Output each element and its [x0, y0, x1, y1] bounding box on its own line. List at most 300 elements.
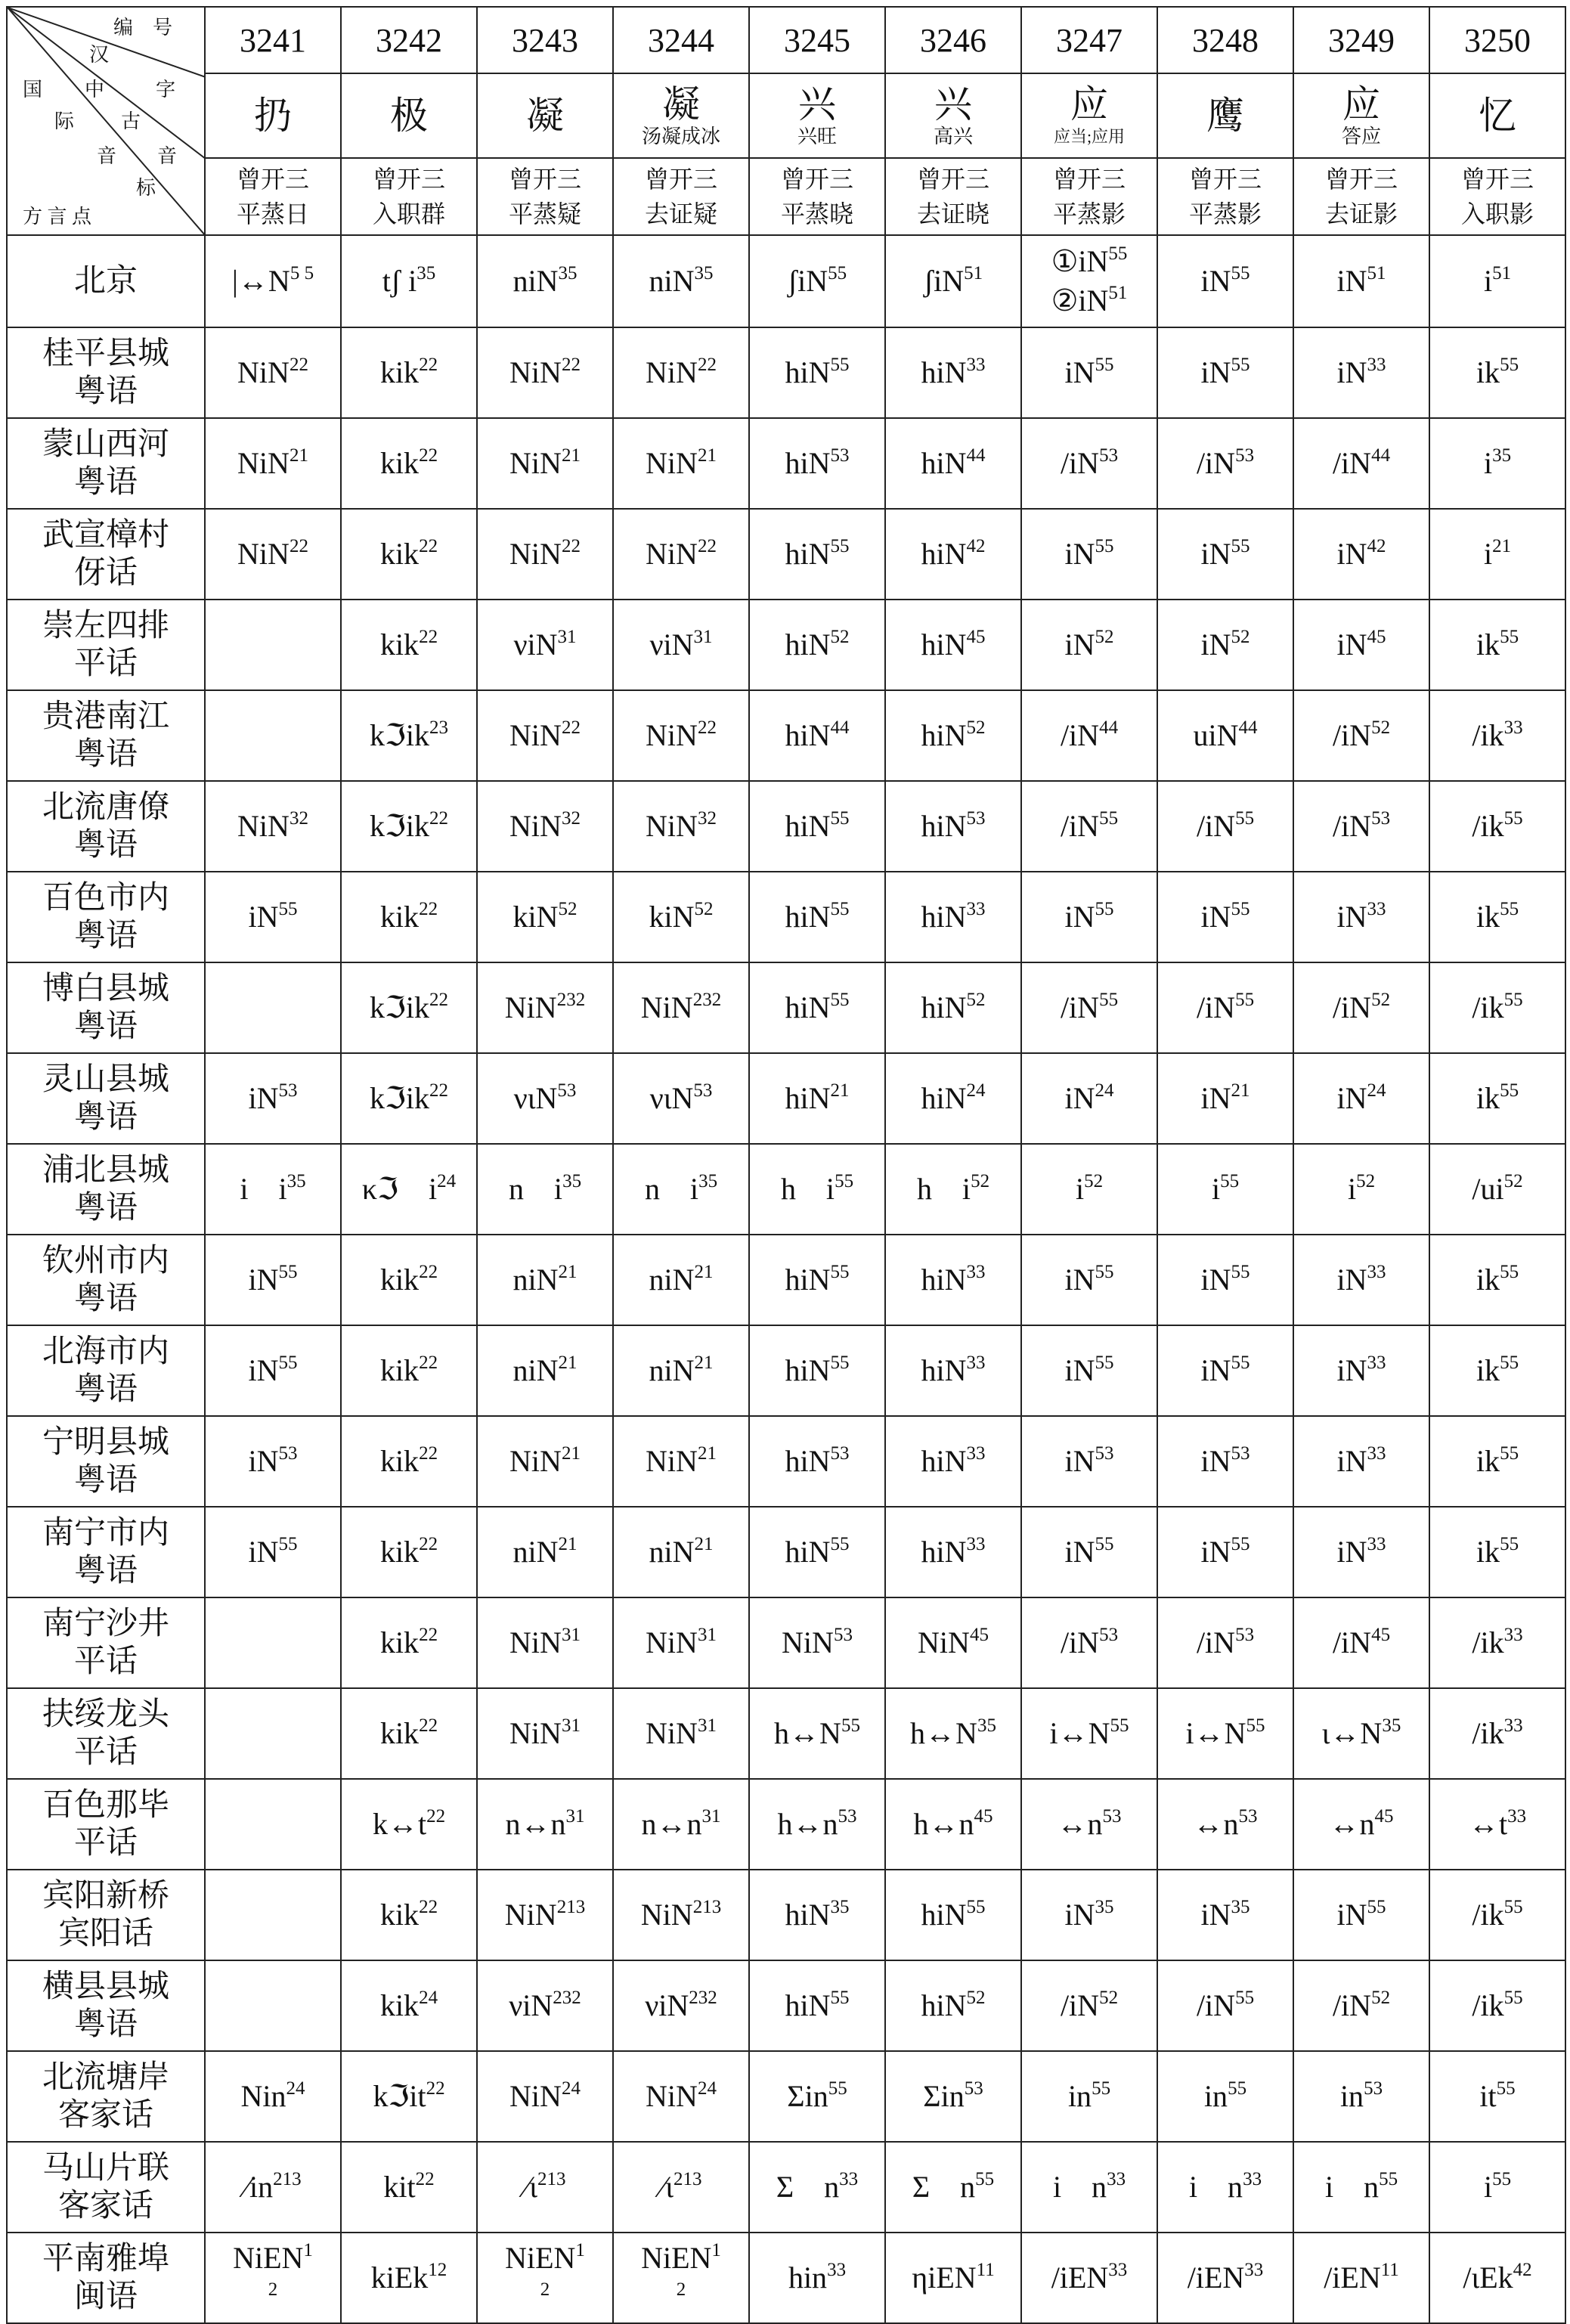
reading-cell — [1021, 235, 1157, 327]
reading-cell — [1021, 690, 1157, 781]
reading-cell — [341, 327, 477, 418]
reading-cell — [885, 1779, 1021, 1870]
table-row — [7, 1870, 1565, 1960]
reading-cell — [1021, 1507, 1157, 1597]
reading-cell — [1021, 1416, 1157, 1507]
dialect-location: 横县县城 粤语 — [7, 1960, 205, 2051]
reading-cell — [1429, 872, 1565, 962]
reading-base: hiN — [785, 1353, 831, 1387]
reading-cell — [613, 962, 749, 1053]
reading-cell — [1021, 1325, 1157, 1416]
tone-value: 55 — [1503, 808, 1523, 829]
reading-base: hiN — [921, 1444, 967, 1478]
reading-base: iN — [1336, 627, 1367, 662]
reading-cell — [749, 600, 885, 690]
tone-value: 22 — [419, 536, 438, 556]
tone-value: 55 — [830, 990, 850, 1010]
reading-base: in — [1067, 2079, 1092, 2113]
tone-value: 55 — [828, 2078, 847, 2099]
tone-value: 22 — [419, 445, 438, 466]
tone-value: 55 — [835, 1171, 854, 1191]
dialect-location: 扶绥龙头 平话 — [7, 1688, 205, 1779]
reading-base: /ik — [1472, 1625, 1504, 1659]
tone-value: 21 — [1231, 1080, 1250, 1101]
tone-value: 51 — [1108, 283, 1128, 303]
tone-value: 22 — [561, 355, 581, 375]
tone-value: 55 — [1095, 1262, 1114, 1282]
tone-value: 45 — [966, 627, 986, 647]
reading-base: NiN — [646, 537, 698, 571]
tone-value: 55 — [1099, 808, 1119, 829]
dialect-location: 百色市内 粤语 — [7, 872, 205, 962]
reading-base: ik — [1476, 1263, 1500, 1297]
tone-value: 232 — [689, 1988, 717, 2008]
reading-base: κℑ i — [361, 1172, 438, 1206]
reading-base: i n — [1324, 2170, 1380, 2204]
tone-value: 23 — [429, 717, 448, 738]
tone-value: 53 — [830, 1443, 850, 1464]
reading-base: ↔n — [1329, 1807, 1375, 1841]
reading-base: iN — [1336, 537, 1367, 571]
reading-cell — [477, 1416, 613, 1507]
reading-cell — [613, 1053, 749, 1144]
reading-base: iN — [248, 900, 279, 934]
reading-cell — [477, 327, 613, 418]
reading-base: hiN — [785, 627, 831, 662]
tone-value: 35 — [698, 1171, 718, 1191]
reading-base: NiN — [237, 537, 290, 571]
reading-cell — [1157, 1144, 1293, 1235]
reading-base: hiN — [921, 355, 967, 389]
reading-cell — [1429, 2233, 1565, 2323]
reading-cell — [1157, 2233, 1293, 2323]
character: 兴 — [934, 83, 972, 125]
reading-cell — [1157, 690, 1293, 781]
reading-cell — [1157, 1688, 1293, 1779]
reading-cell — [1021, 327, 1157, 418]
reading-base: hiN — [785, 990, 831, 1024]
tone-value: 52 — [1099, 1988, 1119, 2008]
reading-base: iN — [1336, 1535, 1367, 1569]
tone-value: 55 — [1500, 1262, 1519, 1282]
dialect-location: 宁明县城 粤语 — [7, 1416, 205, 1507]
reading-cell — [749, 962, 885, 1053]
reading-cell — [1157, 1779, 1293, 1870]
corner-label-zi: 字 — [156, 79, 176, 101]
corner-label-yin1: 音 — [97, 145, 117, 167]
reading-base: hiN — [921, 446, 967, 480]
reading-base: NiN — [646, 446, 698, 480]
tone-value: 12 — [428, 2260, 447, 2280]
tone-value: 33 — [1367, 1534, 1386, 1554]
tone-value: 55 — [1228, 2078, 1247, 2099]
reading-base: ι↔N — [1321, 1716, 1383, 1750]
reading-cell — [613, 690, 749, 781]
reading-cell — [205, 1779, 341, 1870]
reading-base: iN — [1064, 1535, 1095, 1569]
tone-value: 55 — [1500, 1080, 1519, 1101]
tone-value: 31 — [697, 1715, 717, 1736]
tone-value: 55 — [841, 1715, 860, 1736]
reading-cell — [749, 1597, 885, 1688]
tone-value: 24 — [966, 1080, 986, 1101]
reading-cell — [1293, 418, 1429, 509]
corner-label-han: 汉 — [89, 44, 110, 66]
reading-base: iN — [1064, 1444, 1095, 1478]
table-row — [7, 600, 1565, 690]
reading-base: /iN — [1332, 1988, 1372, 2022]
tone-value: 21 — [289, 445, 308, 466]
reading-base: NiEN — [505, 2241, 576, 2275]
tone-value: 213 — [537, 2169, 566, 2189]
reading-cell — [477, 235, 613, 327]
column-number: 3243 — [477, 7, 613, 73]
reading-cell — [477, 1235, 613, 1325]
reading-base: iN — [1200, 355, 1231, 389]
corner-label-gu: 古 — [121, 110, 141, 132]
table-row — [7, 1053, 1565, 1144]
reading-cell — [1021, 1053, 1157, 1144]
reading-cell — [1429, 1507, 1565, 1597]
tone-value: 1 2 — [540, 2240, 585, 2300]
dialect-location: 平南雅埠 闽语 — [7, 2233, 205, 2323]
reading-base: ↔t — [1468, 1807, 1508, 1841]
reading-base: iN — [1336, 1444, 1367, 1478]
reading-cell — [1293, 509, 1429, 600]
tone-value: 55 — [1500, 355, 1519, 375]
dialect-location: 南宁沙井 平话 — [7, 1597, 205, 1688]
reading-cell — [613, 1688, 749, 1779]
tone-value: 55 — [830, 808, 850, 829]
reading-cell — [205, 1144, 341, 1235]
reading-base: /iN — [1332, 1625, 1372, 1659]
tone-value: 44 — [966, 445, 986, 466]
reading-cell — [1021, 1870, 1157, 1960]
reading-base: ʃiN — [787, 264, 828, 298]
reading-cell — [749, 1325, 885, 1416]
reading-cell — [749, 235, 885, 327]
reading-cell — [1157, 1235, 1293, 1325]
reading-base: kik — [379, 1898, 420, 1932]
character-cell — [1429, 73, 1565, 158]
reading-cell — [613, 509, 749, 600]
reading-base: iN — [1336, 900, 1367, 934]
tone-value: 22 — [429, 808, 448, 829]
reading-cell — [885, 235, 1021, 327]
tone-value: 55 — [1099, 990, 1119, 1010]
reading-base: kℑik — [369, 990, 429, 1024]
column-number: 3244 — [613, 7, 749, 73]
tone-value: 22 — [419, 899, 438, 919]
reading-base: ik — [1476, 1535, 1500, 1569]
reading-cell — [1021, 781, 1157, 872]
tone-value: 32 — [561, 808, 581, 829]
reading-base: ↔n — [1193, 1807, 1239, 1841]
reading-base: NiN — [509, 537, 562, 571]
reading-cell — [1293, 327, 1429, 418]
corner-label-dialect-point: 方 言 点 — [23, 206, 92, 228]
character-gloss: 高兴 — [933, 125, 973, 147]
reading-base: NiN — [509, 1716, 562, 1750]
character: 鹰 — [1206, 95, 1244, 137]
tone-value: 21 — [694, 1534, 714, 1554]
tone-value: 21 — [697, 1443, 717, 1464]
reading-base: ↔n — [1057, 1807, 1103, 1841]
reading-base: niN — [512, 1353, 559, 1387]
dialect-location: 崇左四排 平话 — [7, 600, 205, 690]
character-cell — [1021, 73, 1157, 158]
tone-value: 55 — [966, 1897, 986, 1917]
reading-cell — [749, 1507, 885, 1597]
tone-value: 22 — [419, 627, 438, 647]
reading-cell — [613, 1960, 749, 2051]
reading-base: /iN — [1196, 990, 1236, 1024]
reading-base: iN — [1200, 537, 1231, 571]
reading-cell — [477, 509, 613, 600]
reading-cell — [1157, 2051, 1293, 2142]
reading-base: ①iN — [1051, 244, 1109, 278]
tone-value: 53 — [1371, 808, 1391, 829]
reading-cell — [613, 1507, 749, 1597]
tone-value: 45 — [1374, 1806, 1394, 1827]
reading-cell — [1293, 872, 1429, 962]
table-row — [7, 872, 1565, 962]
table-row — [7, 2051, 1565, 2142]
reading-cell — [1021, 962, 1157, 1053]
tone-value: 55 — [1496, 2078, 1516, 2099]
reading-base: hiN — [921, 1988, 967, 2022]
reading-base: NiEN — [233, 2241, 304, 2275]
reading-base: /iN — [1060, 1625, 1100, 1659]
tone-value: 35 — [416, 263, 436, 284]
middle-chinese-category: 曾开三 入职影 — [1429, 158, 1565, 235]
table-row — [7, 2142, 1565, 2233]
tone-value: 53 — [838, 1806, 857, 1827]
reading-base: νιN — [649, 1081, 694, 1115]
reading-cell — [1429, 962, 1565, 1053]
reading-base: i↔N — [1185, 1716, 1246, 1750]
reading-cell — [1293, 962, 1429, 1053]
reading-base: /iN — [1332, 809, 1372, 843]
tone-value: 1 2 — [676, 2240, 721, 2300]
tone-value: 45 — [969, 1625, 989, 1645]
reading-cell — [341, 1870, 477, 1960]
reading-base: iN — [1064, 1263, 1095, 1297]
table-row — [7, 1507, 1565, 1597]
tone-value: 31 — [561, 1625, 581, 1645]
tone-value: 55 — [1095, 1534, 1114, 1554]
reading-base: i n — [1052, 2170, 1107, 2204]
reading-base: hiN — [785, 1988, 831, 2022]
reading-cell — [749, 1144, 885, 1235]
reading-base: /ik — [1472, 1898, 1504, 1932]
tone-value: 52 — [966, 990, 986, 1010]
tone-value: 33 — [1367, 1262, 1386, 1282]
tone-value: 55 — [830, 536, 850, 556]
tone-value: 22 — [419, 1897, 438, 1917]
reading-base: kik — [379, 446, 420, 480]
tone-value: 53 — [278, 1443, 298, 1464]
reading-base: n i — [508, 1172, 563, 1206]
reading-cell — [205, 1053, 341, 1144]
character-gloss: 应当;应用 — [1053, 127, 1126, 146]
reading-cell — [477, 1870, 613, 1960]
tone-value: 55 — [1503, 990, 1523, 1010]
reading-cell — [205, 1416, 341, 1507]
reading-cell — [613, 235, 749, 327]
reading-cell — [341, 1597, 477, 1688]
reading-base: n↔n — [641, 1807, 702, 1841]
tone-value: 33 — [966, 1443, 986, 1464]
reading-base: /ui — [1472, 1172, 1504, 1206]
tone-value: 21 — [694, 1353, 714, 1373]
reading-cell — [205, 1507, 341, 1597]
reading-cell — [1429, 1053, 1565, 1144]
reading-base: i — [1483, 446, 1493, 480]
reading-base: iN — [1064, 1898, 1095, 1932]
character: 扔 — [254, 95, 292, 137]
tone-value: 55 — [1500, 1534, 1519, 1554]
middle-chinese-category: 曾开三 平蒸疑 — [477, 158, 613, 235]
reading-cell — [1157, 1597, 1293, 1688]
tone-value: 51 — [964, 263, 983, 284]
tone-value: 53 — [1235, 1625, 1255, 1645]
reading-cell — [749, 418, 885, 509]
dialect-location: 南宁市内 粤语 — [7, 1507, 205, 1597]
reading-base: hiN — [921, 1353, 967, 1387]
character-row — [7, 73, 1565, 158]
tone-value: 24 — [561, 2078, 581, 2099]
reading-cell — [341, 962, 477, 1053]
reading-base: /iN — [1332, 990, 1372, 1024]
column-number: 3245 — [749, 7, 885, 73]
tone-value: 44 — [1099, 717, 1119, 738]
tone-value: 22 — [429, 990, 448, 1010]
reading-base: NiEN — [641, 2241, 712, 2275]
tone-value: 55 — [828, 263, 847, 284]
tone-value: 31 — [697, 1625, 717, 1645]
tone-value: 53 — [1235, 445, 1255, 466]
reading-cell — [205, 2142, 341, 2233]
reading-base: k↔t — [372, 1807, 427, 1841]
reading-base: iN — [1336, 1353, 1367, 1387]
reading-base: /iN — [1196, 446, 1236, 480]
number-row — [7, 7, 1565, 73]
reading-base: /iN — [1196, 809, 1236, 843]
column-number: 3242 — [341, 7, 477, 73]
tone-value: 33 — [966, 1534, 986, 1554]
dialect-table — [6, 6, 1566, 2324]
reading-base: kℑik — [369, 718, 429, 752]
reading-base: h↔N — [774, 1716, 841, 1750]
corner-label-number: 编 号 — [113, 17, 173, 39]
reading-cell — [1429, 1779, 1565, 1870]
reading-cell — [341, 600, 477, 690]
reading-base: i — [1483, 537, 1493, 571]
reading-cell — [341, 1960, 477, 2051]
reading-base: νιN — [513, 1081, 558, 1115]
reading-base: iN — [1064, 627, 1095, 662]
reading-base: hiN — [785, 718, 831, 752]
tone-value: 5 5 — [290, 263, 314, 284]
reading-cell — [885, 872, 1021, 962]
reading-base: NiN — [782, 1625, 834, 1659]
tone-value: 21 — [558, 1534, 578, 1554]
reading-cell — [205, 327, 341, 418]
tone-value: 55 — [830, 1353, 850, 1373]
reading-base: NiN — [640, 990, 693, 1024]
table-row — [7, 2233, 1565, 2323]
reading-cell — [885, 1688, 1021, 1779]
tone-value: 21 — [694, 1262, 714, 1282]
tone-value: 22 — [419, 1534, 438, 1554]
reading-cell — [885, 1960, 1021, 2051]
tone-value: 33 — [839, 2169, 859, 2189]
reading-cell — [885, 418, 1021, 509]
reading-cell — [1021, 1235, 1157, 1325]
reading-cell — [477, 872, 613, 962]
reading-cell — [613, 2233, 749, 2323]
tone-value: 33 — [1367, 1353, 1386, 1373]
reading-cell — [613, 1597, 749, 1688]
reading-base: in — [1203, 2079, 1228, 2113]
tone-value: 52 — [1095, 627, 1114, 647]
tone-value: 35 — [286, 1171, 306, 1191]
middle-chinese-row — [7, 158, 1565, 235]
tone-value: 213 — [673, 2169, 702, 2189]
reading-base: hiN — [921, 1535, 967, 1569]
reading-base: kik — [379, 1444, 420, 1478]
reading-base: NiN — [237, 355, 290, 389]
reading-cell — [477, 690, 613, 781]
reading-cell — [749, 2051, 885, 2142]
reading-cell — [885, 327, 1021, 418]
reading-cell — [1429, 1960, 1565, 2051]
dialect-location: 武宣樟村 伢话 — [7, 509, 205, 600]
reading-base: niN — [512, 1263, 559, 1297]
dialect-location: 钦州市内 粤语 — [7, 1235, 205, 1325]
reading-cell — [477, 781, 613, 872]
tone-value: 213 — [273, 2169, 302, 2189]
dialect-location: 桂平县城 粤语 — [7, 327, 205, 418]
reading-cell — [205, 509, 341, 600]
reading-base: kiEk — [370, 2260, 429, 2295]
middle-chinese-category: 曾开三 入职群 — [341, 158, 477, 235]
tone-value: 22 — [426, 2078, 445, 2099]
reading-base: iN — [1336, 355, 1367, 389]
tone-value: 21 — [561, 445, 581, 466]
reading-base: kik — [379, 537, 420, 571]
tone-value: 22 — [289, 536, 308, 556]
reading-cell — [613, 2051, 749, 2142]
reading-base: νiN — [649, 627, 694, 662]
reading-base: iN — [1064, 900, 1095, 934]
tone-value: 44 — [1371, 445, 1391, 466]
reading-cell — [885, 1416, 1021, 1507]
reading-cell — [1293, 1779, 1429, 1870]
reading-base: NiN — [918, 1625, 970, 1659]
reading-base: hiN — [921, 900, 967, 934]
tone-value: 55 — [830, 1534, 850, 1554]
reading-base: ik — [1476, 1444, 1500, 1478]
tone-value: 55 — [1231, 536, 1250, 556]
dialect-location: 北流塘岸 客家话 — [7, 2051, 205, 2142]
tone-value: 52 — [830, 627, 850, 647]
reading-cell — [749, 2142, 885, 2233]
reading-cell — [1021, 1779, 1157, 1870]
reading-base: h i — [916, 1172, 971, 1206]
reading-base: i n — [1188, 2170, 1243, 2204]
